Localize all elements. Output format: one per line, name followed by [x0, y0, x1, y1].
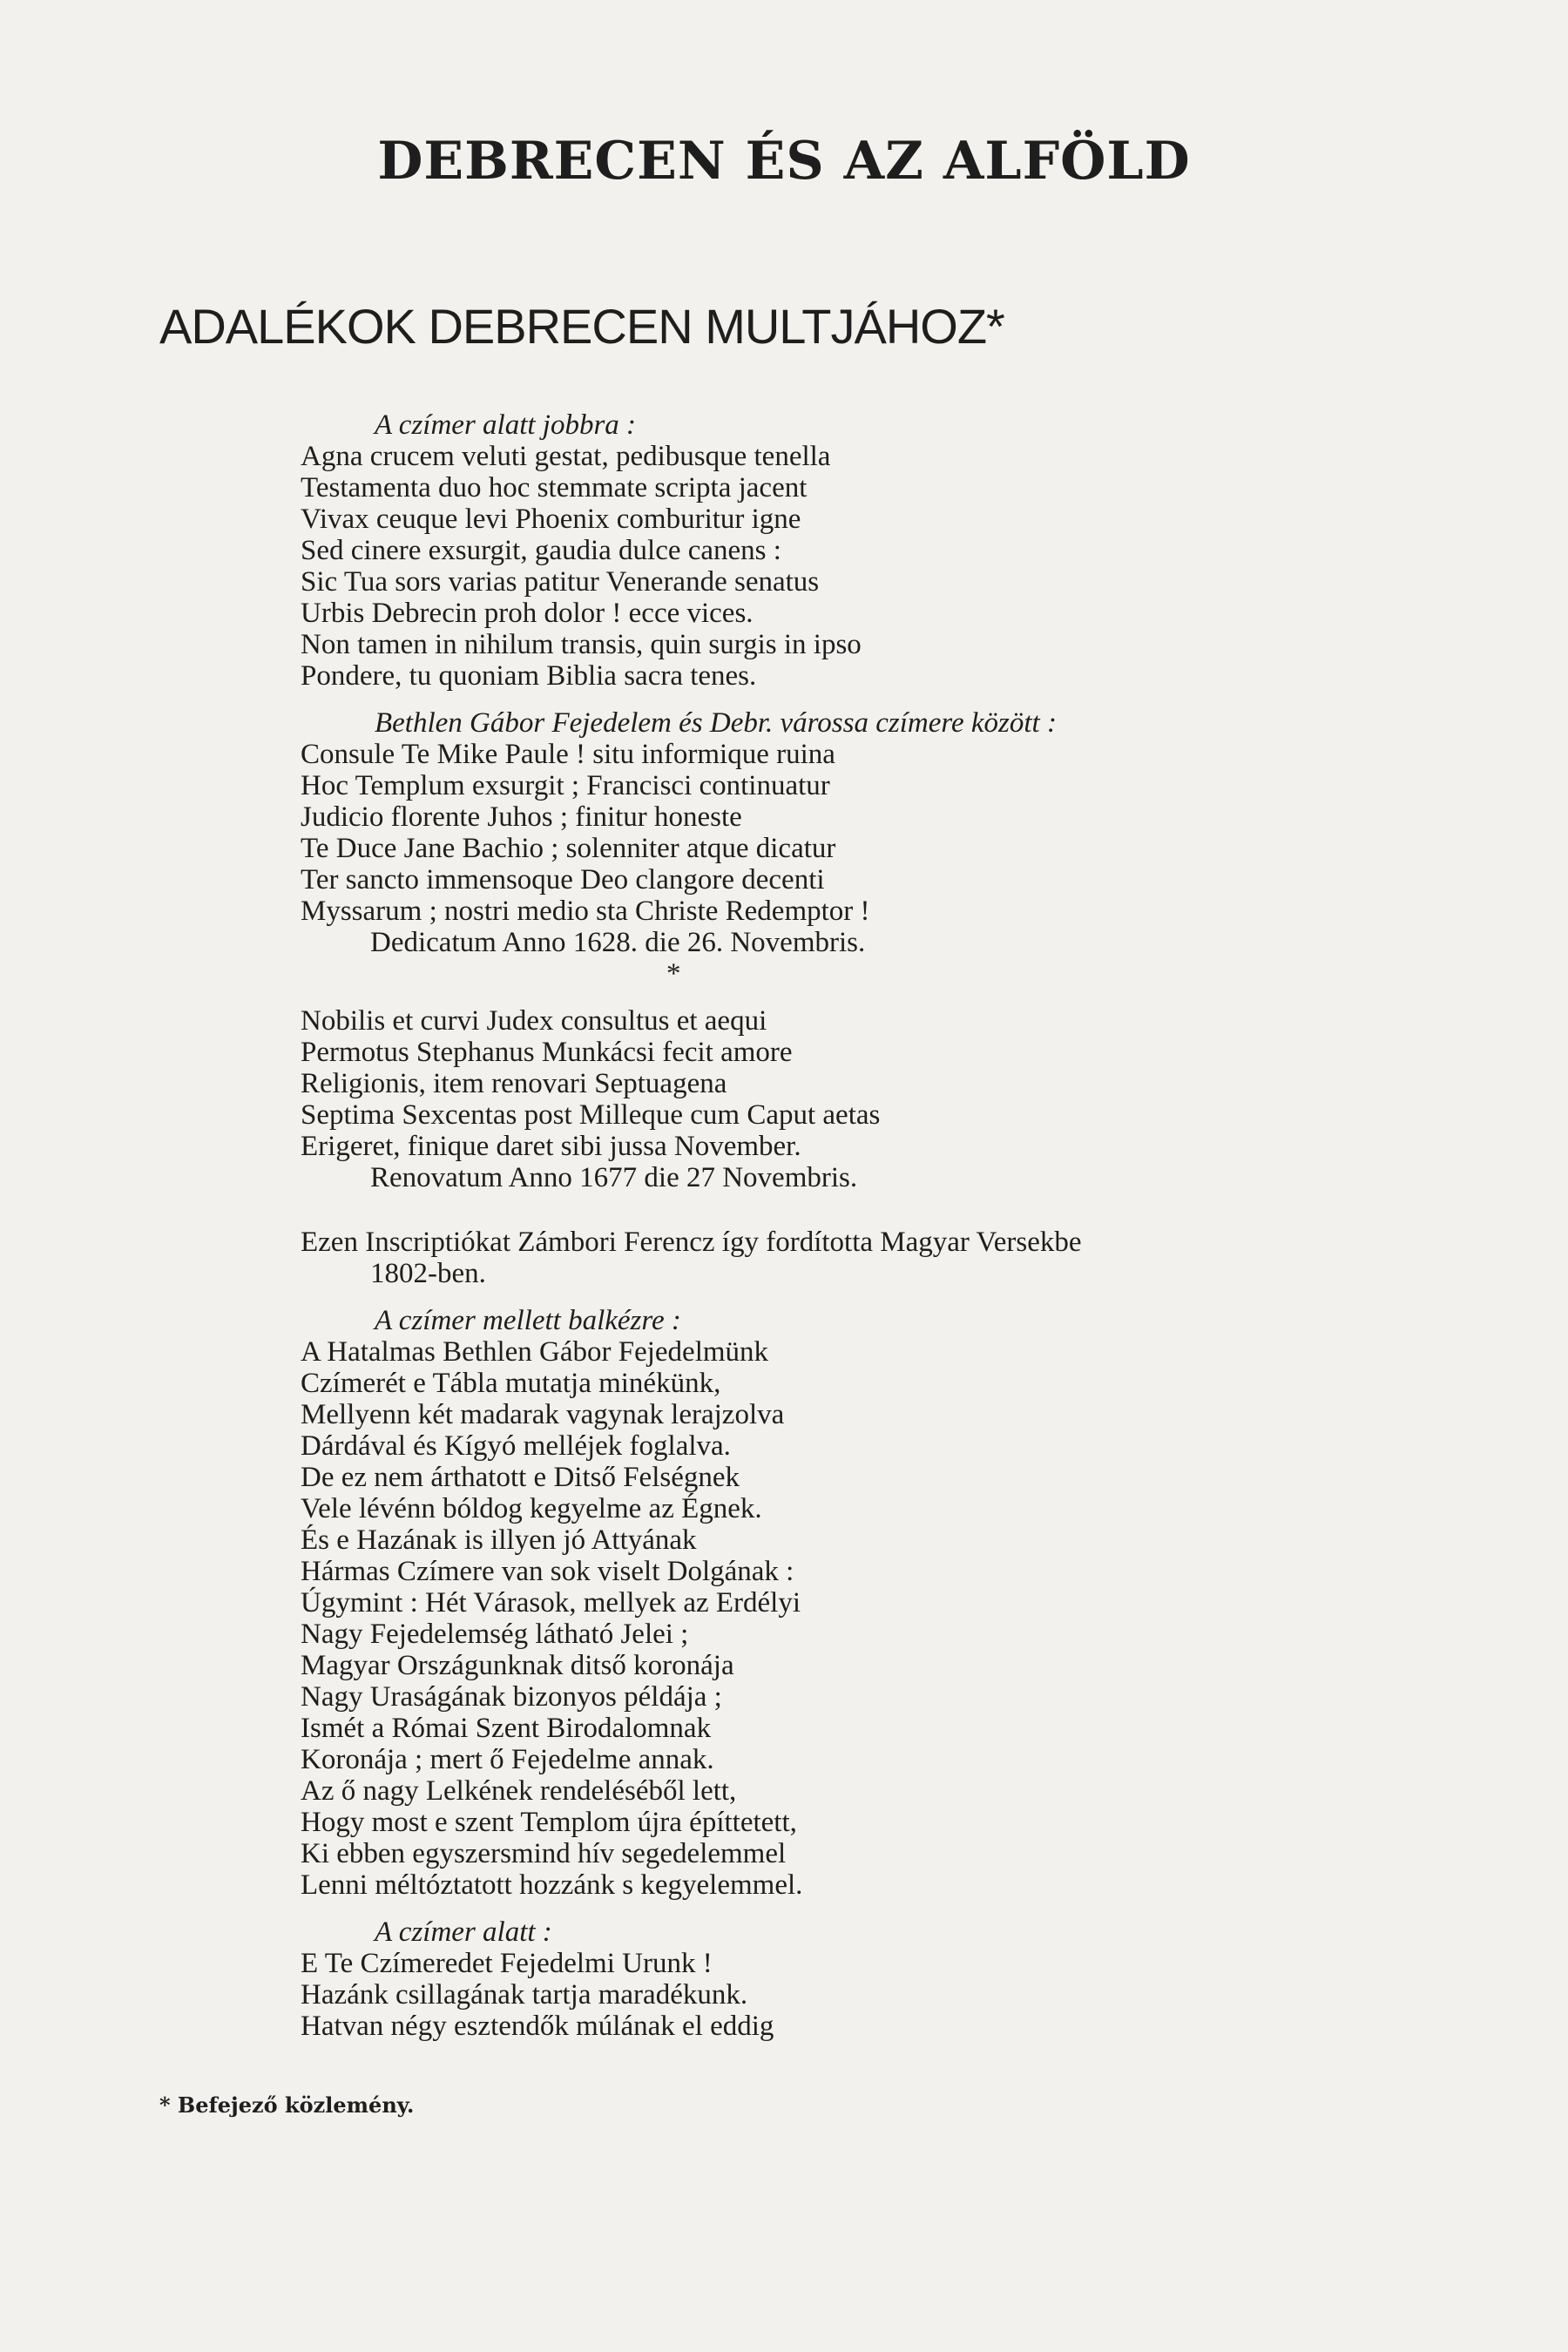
verse-line: Nobilis et curvi Judex consultus et aequi: [301, 1005, 767, 1037]
verse-line: Dárdával és Kígyó melléjek foglalva.: [301, 1430, 731, 1462]
caption: A czímer alatt jobbra :: [375, 409, 637, 441]
verse-line: Sic Tua sors varias patitur Venerande senatus: [301, 566, 820, 598]
verse-line: Hogy most e szent Templom újra építtetett,: [301, 1807, 797, 1838]
dedication-line: Dedicatum Anno 1628. die 26. Novembris.: [370, 927, 866, 958]
section-separator-star: *: [666, 958, 681, 990]
verse-line: Mellyenn két madarak vagynak lerajzolva: [301, 1399, 785, 1430]
page-header: DEBRECEN ÉS AZ ALFÖLD: [377, 131, 1191, 192]
spacer: [301, 1289, 1511, 1305]
caption: A czímer alatt :: [375, 1916, 552, 1948]
verse-line: Hoc Templum exsurgit ; Francisci continuatur: [301, 770, 830, 801]
verse-line: Non tamen in nihilum transis, quin surgis in ipso: [301, 629, 862, 660]
verse-line: Consule Te Mike Paule ! situ informique ruina: [301, 739, 835, 770]
verse-line: Agna crucem veluti gestat, pedibusque tenella: [301, 441, 831, 472]
caption: Bethlen Gábor Fejedelem és Debr. várossa czímere között :: [375, 707, 1057, 739]
verse-line: Urbis Debrecin proh dolor ! ecce vices.: [301, 598, 754, 629]
footnote: * Befejező közlemény.: [159, 2092, 415, 2118]
verse-line: Ter sancto immensoque Deo clangore decenti: [301, 864, 825, 896]
verse-line: Ki ebben egyszersmind hív segedelemmel: [301, 1838, 787, 1869]
verse-line: Hazánk csillagának tartja maradékunk.: [301, 1979, 748, 2011]
caption: A czímer mellett balkézre :: [375, 1305, 681, 1336]
verse-line: Erigeret, finique daret sibi jussa November.: [301, 1131, 801, 1162]
verse-line: Vele lévénn bóldog kegyelme az Égnek.: [301, 1493, 762, 1524]
verse-line: Religionis, item renovari Septuagena: [301, 1068, 727, 1099]
verse-line: Úgymint : Hét Várasok, mellyek az Erdélyi: [301, 1587, 801, 1619]
latin-verse-2: [301, 739, 1511, 927]
spacer: [301, 1193, 1511, 1227]
verse-line: Septima Sexcentas post Milleque cum Caput aetas: [301, 1099, 881, 1131]
verse-line: Czímerét e Tábla mutatja minékünk,: [301, 1368, 721, 1399]
latin-verse-1: [301, 441, 1511, 692]
verse-line: Testamenta duo hoc stemmate scripta jacent: [301, 472, 808, 504]
hungarian-verse-2: [301, 1948, 1511, 2042]
spacer: [301, 990, 1511, 1005]
verse-line: Az ő nagy Lelkének rendeléséből lett,: [301, 1775, 737, 1807]
section-title: ADALÉKOK DEBRECEN MULTJÁHOZ*: [159, 299, 1004, 354]
translation-note: Ezen Inscriptiókat Zámbori Ferencz így fordította Magyar Versekbe: [301, 1227, 1082, 1258]
verse-line: Magyar Országunknak ditső koronája: [301, 1650, 734, 1681]
translation-note-continued: 1802-ben.: [370, 1258, 486, 1289]
verse-line: E Te Czímeredet Fejedelmi Urunk !: [301, 1948, 713, 1979]
verse-line: Pondere, tu quoniam Biblia sacra tenes.: [301, 660, 757, 692]
verse-line: Te Duce Jane Bachio ; solenniter atque dicatur: [301, 833, 836, 864]
verse-line: Sed cinere exsurgit, gaudia dulce canens :: [301, 535, 781, 566]
verse-line: Hatvan négy esztendők múlának el eddig: [301, 2011, 774, 2042]
verse-line: Myssarum ; nostri medio sta Christe Redemptor !: [301, 896, 870, 927]
body-text: [301, 409, 1511, 2042]
verse-line: Vivax ceuque levi Phoenix comburitur igne: [301, 504, 801, 535]
spacer: [301, 692, 1511, 707]
spacer: [301, 1901, 1511, 1916]
verse-line: Koronája ; mert ő Fejedelme annak.: [301, 1744, 714, 1775]
renovation-line: Renovatum Anno 1677 die 27 Novembris.: [370, 1162, 858, 1193]
verse-line: Hármas Czímere van sok viselt Dolgának :: [301, 1556, 794, 1587]
verse-line: Nagy Fejedelemség látható Jelei ;: [301, 1619, 689, 1650]
verse-line: És e Hazának is illyen jó Attyának: [301, 1524, 697, 1556]
verse-line: Lenni méltóztatott hozzánk s kegyelemmel.: [301, 1869, 803, 1901]
verse-line: A Hatalmas Bethlen Gábor Fejedelmünk: [301, 1336, 769, 1368]
latin-verse-3: [301, 1005, 1511, 1162]
verse-line: Judicio florente Juhos ; finitur honeste: [301, 801, 742, 833]
verse-line: Ismét a Római Szent Birodalomnak: [301, 1713, 712, 1744]
hungarian-verse-1: [301, 1336, 1511, 1901]
verse-line: Permotus Stephanus Munkácsi fecit amore: [301, 1037, 793, 1068]
verse-line: De ez nem árthatott e Ditső Felségnek: [301, 1462, 740, 1493]
verse-line: Nagy Uraságának bizonyos példája ;: [301, 1681, 722, 1713]
